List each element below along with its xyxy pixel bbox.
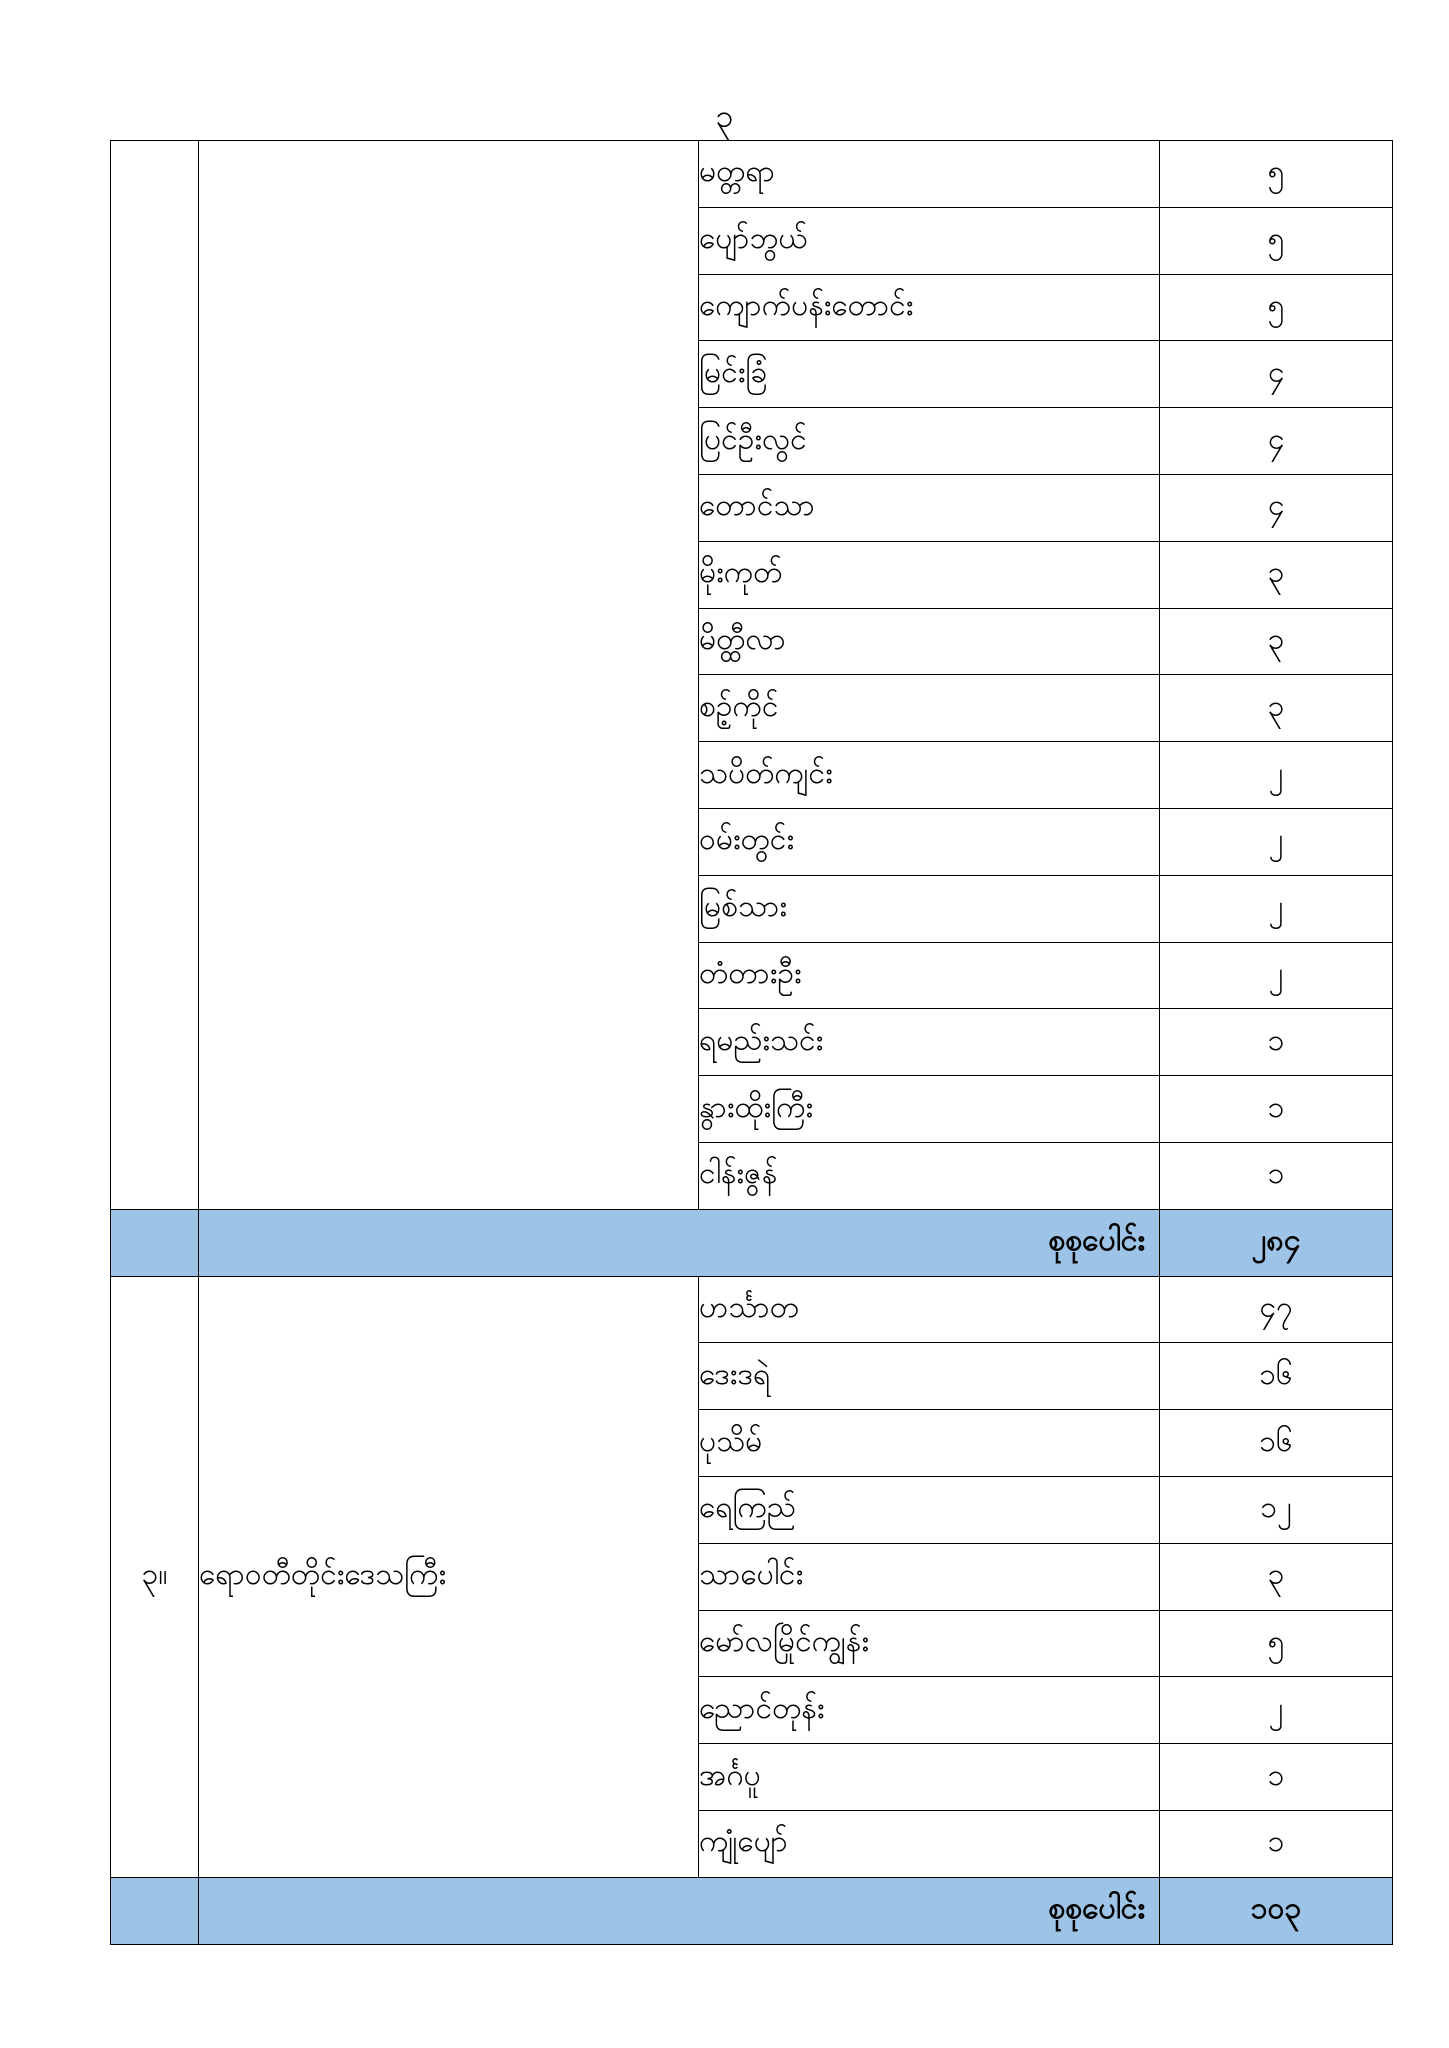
total-row-blank-cell <box>111 1209 199 1276</box>
section-number <box>111 141 199 1210</box>
township-count: ၄ <box>1160 474 1393 541</box>
township-name: မတ္တရာ <box>699 141 1160 208</box>
township-name: မိုးကုတ် <box>699 541 1160 608</box>
township-count: ၁၆ <box>1160 1343 1393 1410</box>
table-body <box>111 141 1393 1945</box>
township-count: ၅ <box>1160 274 1393 341</box>
township-name: ပြင်ဦးလွင် <box>699 408 1160 475</box>
township-name: သာပေါင်း <box>699 1543 1160 1610</box>
section-number: ၃။ <box>111 1276 199 1877</box>
township-name: ရေကြည် <box>699 1476 1160 1543</box>
township-name: တံတားဦး <box>699 942 1160 1009</box>
township-count: ၁ <box>1160 1009 1393 1076</box>
township-name: အင်္ဂပူ <box>699 1744 1160 1811</box>
page-number: ၃ <box>715 97 734 135</box>
township-name: ငါန်းဇွန် <box>699 1142 1160 1209</box>
township-name: ကျောက်ပန်းတောင်း <box>699 274 1160 341</box>
total-row-blank-cell <box>111 1877 199 1944</box>
township-count: ၃ <box>1160 675 1393 742</box>
township-count: ၅ <box>1160 141 1393 208</box>
table-row <box>111 1276 1393 1343</box>
township-count: ၂ <box>1160 875 1393 942</box>
township-name: မော်လမြိုင်ကျွန်း <box>699 1610 1160 1677</box>
township-count: ၁ <box>1160 1142 1393 1209</box>
township-count: ၄၇ <box>1160 1276 1393 1343</box>
township-name: ညောင်တုန်း <box>699 1677 1160 1744</box>
total-row <box>111 1877 1393 1944</box>
township-count: ၃ <box>1160 608 1393 675</box>
township-count: ၃ <box>1160 1543 1393 1610</box>
township-count: ၂ <box>1160 808 1393 875</box>
township-count: ၁၆ <box>1160 1410 1393 1477</box>
total-label: စုစုပေါင်း <box>199 1877 1160 1944</box>
township-count: ၁ <box>1160 1810 1393 1877</box>
township-name: ဒေးဒရဲ <box>699 1343 1160 1410</box>
township-name: ရမည်းသင်း <box>699 1009 1160 1076</box>
township-name: မြင်းခြံ <box>699 341 1160 408</box>
total-label: စုစုပေါင်း <box>199 1209 1160 1276</box>
total-value: ၁၀၃ <box>1160 1877 1393 1944</box>
total-value: ၂၈၄ <box>1160 1209 1393 1276</box>
township-count: ၁၂ <box>1160 1476 1393 1543</box>
township-name: နွားထိုးကြီး <box>699 1076 1160 1143</box>
township-name: ကျုံပျော် <box>699 1810 1160 1877</box>
township-count: ၅ <box>1160 1610 1393 1677</box>
region-name <box>199 141 699 1210</box>
township-name: ပုသိမ် <box>699 1410 1160 1477</box>
township-count: ၄ <box>1160 408 1393 475</box>
total-row <box>111 1209 1393 1276</box>
township-count: ၁ <box>1160 1076 1393 1143</box>
table-row <box>111 141 1393 208</box>
township-count: ၃ <box>1160 541 1393 608</box>
region-name: ရောဝတီတိုင်းဒေသကြီး <box>199 1276 699 1877</box>
township-name: သပိတ်ကျင်း <box>699 742 1160 809</box>
township-name: တောင်သာ <box>699 474 1160 541</box>
township-count: ၁ <box>1160 1744 1393 1811</box>
township-name: ပျော်ဘွယ် <box>699 207 1160 274</box>
township-count: ၂ <box>1160 942 1393 1009</box>
township-name: မြစ်သား <box>699 875 1160 942</box>
township-count: ၅ <box>1160 207 1393 274</box>
township-count: ၄ <box>1160 341 1393 408</box>
township-name: ဝမ်းတွင်း <box>699 808 1160 875</box>
township-count: ၂ <box>1160 742 1393 809</box>
township-name: ဟင်္သာတ <box>699 1276 1160 1343</box>
township-count: ၂ <box>1160 1677 1393 1744</box>
township-name: စဉ့်ကိုင် <box>699 675 1160 742</box>
township-name: မိတ္ထီလာ <box>699 608 1160 675</box>
township-count-table <box>110 140 1393 1945</box>
